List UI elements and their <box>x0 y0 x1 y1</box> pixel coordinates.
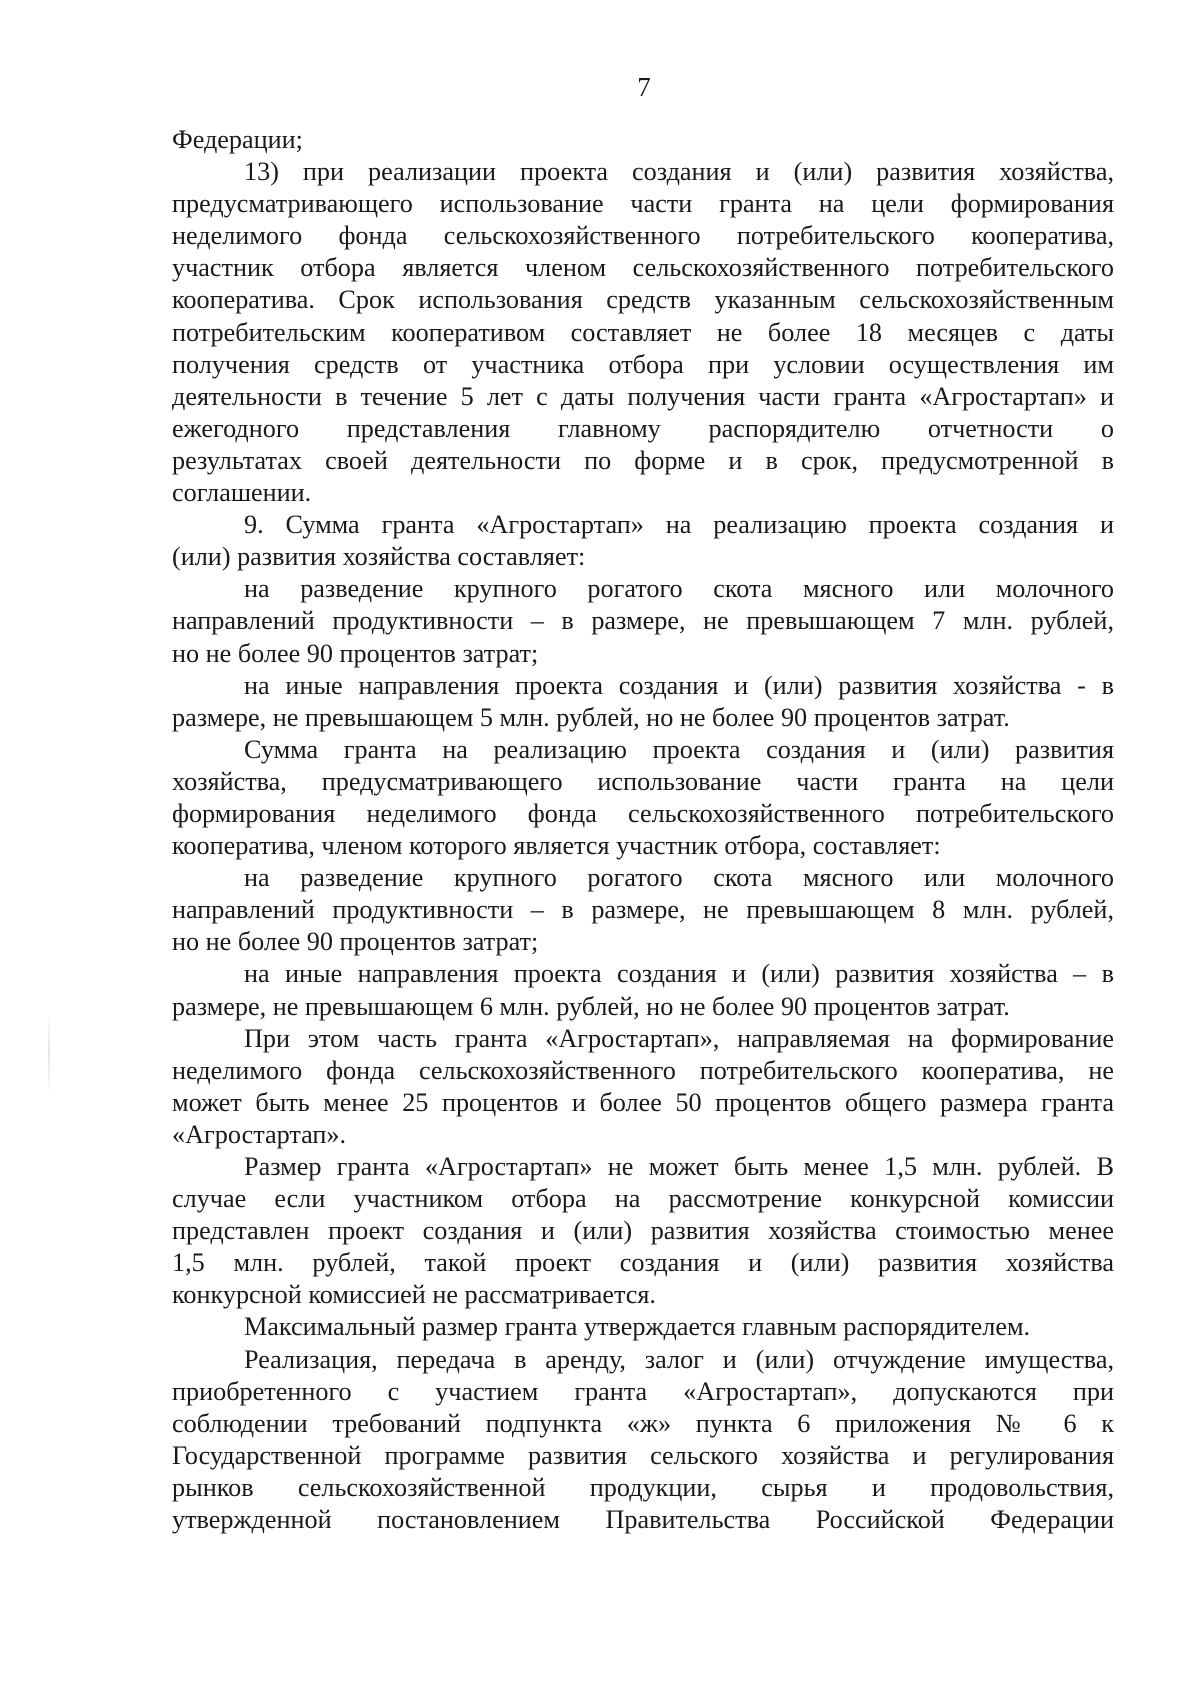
text-line: 13) при реализации проекта создания и (или) развития хозяйства, <box>244 157 1114 187</box>
text-line: предусматривающего использование части гранта на цели формирования <box>172 189 1114 219</box>
text-line: соглашении. <box>172 478 312 508</box>
scan-fold-mark <box>48 1012 50 1096</box>
text-line: Федерации; <box>172 125 303 154</box>
text-line: на иные направления проекта создания и (или) развития хозяйства – в <box>244 959 1114 989</box>
text-line: на иные направления проекта создания и (или) развития хозяйства - в <box>244 670 1114 700</box>
text-line: (или) развития хозяйства составляет: <box>172 542 586 572</box>
text-line: неделимого фонда сельскохозяйственного потребительского кооператива, не <box>172 1055 1114 1085</box>
text-line: неделимого фонда сельскохозяйственного потребительского кооператива, <box>172 221 1114 251</box>
text-line: на разведение крупного рогатого скота мясного или молочного <box>244 574 1114 604</box>
text-line: формирования неделимого фонда сельскохозяйственного потребительского <box>172 798 1114 828</box>
text-line: деятельности в течение 5 лет с даты получения части гранта «Агростартап» и <box>172 381 1114 411</box>
text-line: результатах своей деятельности по форме и в срок, предусмотренной в <box>172 445 1114 475</box>
text-line: 1,5 млн. рублей, такой проект создания и (или) развития хозяйства <box>172 1248 1114 1278</box>
text-line: 9. Сумма гранта «Агростартап» на реализацию проекта создания и <box>244 510 1114 540</box>
text-line: соблюдении требований подпункта «ж» пункта 6 приложения № 6 к <box>172 1408 1114 1438</box>
text-line: направлений продуктивности – в размере, не превышающем 8 млн. рублей, <box>172 895 1114 925</box>
text-line: размере, не превышающем 6 млн. рублей, но не более 90 процентов затрат. <box>172 991 1010 1021</box>
text-line: может быть менее 25 процентов и более 50 процентов общего размера гранта <box>172 1087 1114 1117</box>
text-line: потребительским кооперативом составляет не более 18 месяцев с даты <box>172 317 1114 347</box>
text-line: Реализация, передача в аренду, залог и (или) отчуждение имущества, <box>244 1344 1114 1374</box>
text-line: Максимальный размер гранта утверждается главным распорядителем. <box>244 1312 1031 1342</box>
text-line: на разведение крупного рогатого скота мясного или молочного <box>244 863 1114 893</box>
text-line: ежегодного представления главному распорядителю отчетности о <box>172 413 1114 443</box>
text-line: направлений продуктивности – в размере, не превышающем 7 млн. рублей, <box>172 606 1114 636</box>
text-line: получения средств от участника отбора при условии осуществления им <box>172 349 1114 379</box>
text-line: кооператива. Срок использования средств указанным сельскохозяйственным <box>172 285 1114 315</box>
text-line: рынков сельскохозяйственной продукции, сырья и продовольствия, <box>172 1472 1114 1502</box>
text-line: При этом часть гранта «Агростартап», направляемая на формирование <box>244 1023 1114 1053</box>
page-number: 7 <box>637 72 651 102</box>
text-line: «Агростартап». <box>172 1119 347 1149</box>
text-line: участник отбора является членом сельскохозяйственного потребительского <box>172 253 1114 283</box>
text-line: размере, не превышающем 5 млн. рублей, но не более 90 процентов затрат. <box>172 702 1010 732</box>
text-line: но не более 90 процентов затрат; <box>172 927 539 957</box>
text-line: Размер гранта «Агростартап» не может быть менее 1,5 млн. рублей. В <box>244 1152 1114 1181</box>
text-line: приобретенного с участием гранта «Агростартап», допускаются при <box>172 1376 1114 1406</box>
text-line: утвержденной постановлением Правительства Российской Федерации <box>172 1505 1114 1535</box>
document-body-text <box>172 124 1114 1536</box>
text-line: кооператива, членом которого является участник отбора, составляет: <box>172 831 941 861</box>
text-line: хозяйства, предусматривающего использование части гранта на цели <box>172 766 1114 796</box>
text-line: случае если участником отбора на рассмотрение конкурсной комиссии <box>172 1184 1114 1214</box>
text-line: Государственной программе развития сельского хозяйства и регулирования <box>172 1440 1114 1470</box>
text-line: но не более 90 процентов затрат; <box>172 638 539 668</box>
text-line: Сумма гранта на реализацию проекта создания и (или) развития <box>244 734 1114 764</box>
text-line: конкурсной комиссией не рассматривается. <box>172 1280 656 1310</box>
text-line: представлен проект создания и (или) развития хозяйства стоимостью менее <box>172 1216 1114 1246</box>
